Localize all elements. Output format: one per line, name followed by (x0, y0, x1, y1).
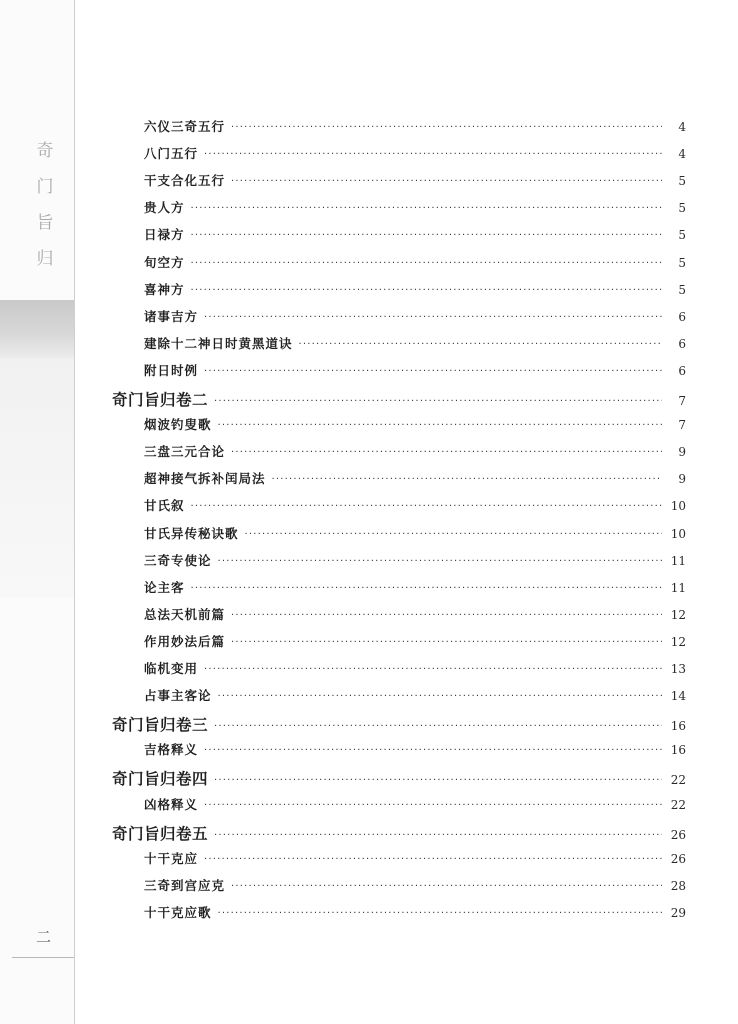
toc-entry[interactable] (144, 415, 686, 441)
toc-entry-page: 22 (670, 773, 686, 788)
toc-entry-title: 论主客 (144, 579, 185, 595)
toc-leader-dots (191, 203, 662, 214)
toc-entry-title: 建除十二神日时黄黑道诀 (144, 335, 293, 351)
toc-entry-page: 7 (678, 418, 686, 433)
toc-entry[interactable] (144, 469, 686, 495)
toc-entry-page: 16 (670, 719, 686, 734)
toc-entry-title: 超神接气拆补闰局法 (144, 471, 266, 487)
toc-entry-page: 6 (678, 309, 686, 324)
toc-entry-page: 26 (670, 827, 686, 842)
toc-entry-page: 12 (670, 607, 686, 622)
running-title-char: 归 (36, 249, 54, 269)
toc-leader-dots (231, 881, 662, 892)
folio-rule (12, 957, 74, 958)
toc-entry[interactable] (144, 795, 686, 821)
toc-entry-page: 7 (678, 394, 686, 408)
toc-leader-dots (204, 745, 662, 756)
toc-entry-title: 三奇到宫应克 (144, 877, 226, 893)
toc-entry-title: 旬空方 (144, 254, 185, 270)
toc-entry-title: 干支合化五行 (144, 173, 226, 189)
toc-entry-title: 三盘三元合论 (144, 444, 226, 460)
toc-volume-entry[interactable] (112, 388, 686, 414)
toc-entry-title: 附日时例 (144, 362, 199, 378)
toc-leader-dots (218, 420, 662, 431)
toc-leader-dots (218, 908, 662, 919)
gutter-divider (74, 0, 75, 1024)
toc-entry-page: 13 (670, 662, 686, 676)
toc-entry-title: 十干克应 (144, 850, 199, 866)
toc-entry-title: 十干克应歌 (144, 904, 212, 920)
toc-entry-title: 诸事吉方 (144, 308, 199, 324)
toc-entry-title: 奇门旨归卷二 (112, 390, 209, 409)
toc-entry[interactable] (144, 280, 686, 306)
toc-entry-title: 作用妙法后篇 (144, 633, 226, 649)
toc-entry-page: 5 (678, 201, 686, 216)
toc-volume-entry[interactable] (112, 767, 686, 793)
toc-entry-title: 喜神方 (144, 281, 185, 297)
toc-entry[interactable] (144, 361, 686, 387)
toc-entry[interactable] (144, 578, 686, 604)
toc-entry[interactable] (144, 849, 686, 875)
toc-leader-dots (218, 691, 662, 702)
toc-entry[interactable] (144, 442, 686, 468)
toc-entry-page: 10 (670, 526, 686, 541)
gutter-shadow (0, 300, 74, 358)
toc-entry[interactable] (144, 225, 686, 251)
running-title-char: 门 (36, 177, 54, 197)
running-title-char: 奇 (36, 141, 54, 161)
toc-entry-page: 9 (678, 472, 686, 487)
toc-entry[interactable] (144, 686, 686, 712)
toc-entry-title: 甘氏叙 (144, 498, 185, 514)
toc-entry[interactable] (144, 144, 686, 170)
running-title (34, 140, 56, 270)
toc-entry-page: 5 (678, 282, 686, 297)
toc-leader-dots (204, 366, 662, 377)
toc-leader-dots (231, 176, 662, 187)
toc-entry-page: 14 (670, 689, 686, 704)
toc-entry-title: 八门五行 (144, 146, 199, 162)
toc-entry-page: 4 (678, 120, 686, 134)
toc-leader-dots (231, 447, 662, 458)
toc-leader-dots (272, 474, 662, 485)
toc-entry-title: 甘氏异传秘诀歌 (144, 525, 239, 541)
toc-entry[interactable] (144, 334, 686, 360)
toc-leader-dots (204, 800, 662, 811)
toc-leader-dots (191, 230, 662, 241)
toc-leader-dots (231, 637, 662, 648)
toc-entry-page: 22 (670, 797, 686, 812)
toc-leader-dots (204, 149, 662, 160)
toc-entry[interactable] (144, 659, 686, 685)
toc-leader-dots (231, 122, 662, 133)
toc-entry[interactable] (144, 551, 686, 577)
toc-leader-dots (214, 830, 662, 841)
toc-entry-title: 总法天机前篇 (144, 606, 226, 622)
toc-entry[interactable] (144, 903, 686, 929)
toc-entry[interactable] (144, 632, 686, 658)
toc-leader-dots (191, 501, 662, 512)
toc-entry-title: 奇门旨归卷四 (112, 769, 209, 789)
toc-entry[interactable] (144, 171, 686, 197)
toc-entry[interactable] (144, 496, 686, 522)
toc-leader-dots (299, 339, 662, 350)
toc-entry[interactable] (144, 307, 686, 333)
toc-entry[interactable] (144, 740, 686, 766)
toc-leader-dots (245, 529, 662, 540)
toc-leader-dots (218, 556, 662, 567)
toc-volume-entry[interactable] (112, 713, 686, 739)
toc-entry-title: 贵人方 (144, 200, 185, 216)
page-number: 二 (36, 928, 52, 946)
toc-entry-title: 烟波钓叟歌 (144, 417, 212, 433)
toc-entry-title: 六仪三奇五行 (144, 119, 226, 134)
toc-leader-dots (204, 664, 662, 675)
toc-leader-dots (204, 312, 662, 323)
toc-entry-page: 5 (678, 228, 686, 243)
toc-leader-dots (191, 285, 662, 296)
toc-entry-title: 奇门旨归卷五 (112, 823, 209, 843)
toc-entry-page: 6 (678, 363, 686, 378)
toc-entry-title: 占事主客论 (144, 688, 212, 704)
toc-entry-page: 12 (670, 634, 686, 649)
toc-entry-page: 5 (678, 174, 686, 189)
toc-entry[interactable] (144, 605, 686, 631)
toc-entry[interactable] (144, 117, 686, 143)
toc-entry[interactable] (144, 253, 686, 279)
toc-entry-title: 奇门旨归卷三 (112, 715, 209, 735)
toc-entry-title: 凶格释义 (144, 796, 199, 812)
toc-entry-page: 28 (670, 878, 686, 893)
toc-entry-page: 5 (678, 255, 686, 270)
toc-entry-page: 11 (670, 580, 686, 595)
toc-entry[interactable] (144, 876, 686, 902)
gutter-shadow-fade (0, 358, 74, 598)
toc-leader-dots (191, 583, 662, 594)
toc-entry-title: 临机变用 (144, 661, 199, 676)
toc-entry-page: 11 (670, 553, 686, 568)
toc-leader-dots (214, 396, 662, 407)
toc-entry[interactable] (144, 198, 686, 224)
toc-entry-page: 10 (670, 499, 686, 514)
toc-entry-page: 16 (670, 743, 686, 758)
toc-leader-dots (231, 610, 662, 621)
toc-entry-title: 吉格释义 (144, 742, 199, 758)
toc-entry-page: 6 (678, 336, 686, 351)
toc-entry-page: 9 (678, 445, 686, 460)
toc-leader-dots (214, 775, 662, 786)
toc-entry[interactable] (144, 524, 686, 550)
toc-entry-page: 4 (678, 147, 686, 162)
toc-entry-page: 26 (670, 851, 686, 866)
toc-volume-entry[interactable] (112, 822, 686, 848)
toc-leader-dots (214, 721, 662, 732)
toc-leader-dots (204, 854, 662, 865)
running-title-char: 旨 (36, 213, 54, 233)
toc-entry-title: 日禄方 (144, 227, 185, 243)
toc-entry-title: 三奇专使论 (144, 552, 212, 568)
toc-entry-page: 29 (670, 905, 686, 920)
toc-leader-dots (191, 258, 662, 269)
